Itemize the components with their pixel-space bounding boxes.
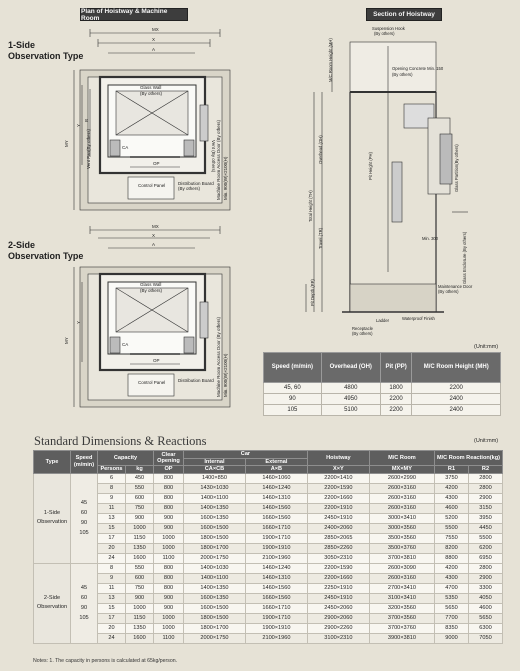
- table-cell: 2250×1910: [307, 583, 369, 593]
- table-cell: 2100×1960: [245, 553, 307, 563]
- table-cell: 600: [126, 493, 154, 503]
- table-cell: 2700×3410: [369, 583, 434, 593]
- table-cell: 2900×2060: [307, 613, 369, 623]
- table-cell: 24: [98, 553, 126, 563]
- speed-table-h-overhead: Overhead (OH): [321, 353, 380, 383]
- table-cell: 2600×3160: [369, 573, 434, 583]
- table-cell: 1460×1240: [245, 563, 307, 573]
- std-header-row-3: [34, 466, 503, 474]
- table-row: [34, 513, 503, 523]
- table-row: [34, 533, 503, 543]
- table-cell: 1100: [154, 633, 184, 643]
- table-cell: 3100×2310: [307, 633, 369, 643]
- section-glass-partition: Glass Partition(By others): [454, 144, 459, 192]
- std-table-unit: (Unit:mm): [474, 438, 499, 444]
- table-cell: 1460×1560: [245, 503, 307, 513]
- plan-header: Plan of Hoistway & Machine Room: [80, 8, 188, 21]
- table-cell: 2400×2060: [307, 523, 369, 533]
- table-cell: 3000×3410: [369, 513, 434, 523]
- table-cell: 1900×1910: [245, 543, 307, 553]
- table-row: [34, 603, 503, 613]
- std-h-r2: R2: [469, 466, 503, 474]
- table-cell: 1660×1710: [245, 603, 307, 613]
- std-h-mc-room: M/C Room: [369, 451, 434, 466]
- table-cell: 5650: [435, 603, 469, 613]
- table-row: [34, 483, 503, 493]
- std-speed-value: 45: [80, 585, 88, 591]
- table-cell: 11: [98, 503, 126, 513]
- std-h-x-y: X×Y: [307, 466, 369, 474]
- table-cell: 1000: [126, 523, 154, 533]
- section-by-others: (By others): [352, 331, 373, 336]
- table-cell: 3700×3760: [369, 623, 434, 633]
- std-speed-value: 60: [80, 510, 88, 516]
- table-cell: 800: [154, 583, 184, 593]
- std-type-cell: 2-Side Observation: [34, 563, 71, 643]
- table-row: [34, 633, 503, 643]
- table-cell: 4450: [469, 523, 503, 533]
- plan2-y: Y: [76, 320, 81, 324]
- speed-table-cell: 5100: [321, 405, 380, 416]
- plan1-by-others: (By others): [140, 91, 163, 96]
- table-cell: 900: [126, 513, 154, 523]
- std-h-car: Car: [184, 451, 308, 459]
- table-cell: 2200×1660: [307, 493, 369, 503]
- std-h-hoistway: Hoistway: [307, 451, 369, 466]
- std-speed-value: 105: [79, 615, 89, 621]
- section-total-height: Total Height (TH): [308, 190, 313, 222]
- table-cell: 2900×2260: [307, 623, 369, 633]
- speed-table-h-speed: Speed (m/min): [264, 353, 322, 383]
- table-cell: 6200: [469, 543, 503, 553]
- table-cell: 900: [154, 523, 184, 533]
- table-cell: 1000: [126, 603, 154, 613]
- speed-table-cell: 2400: [412, 394, 501, 405]
- std-h-kg: kg: [126, 466, 154, 474]
- table-cell: 1400×1350: [184, 583, 246, 593]
- std-table-title: Standard Dimensions & Reactions: [34, 434, 207, 448]
- table-cell: 1660×1560: [245, 513, 307, 523]
- table-cell: 1460×1310: [245, 573, 307, 583]
- section-overhead: Overhead (OH): [318, 135, 323, 164]
- speed-table-cell: 90: [264, 394, 322, 405]
- table-cell: 1400×1030: [184, 563, 246, 573]
- table-cell: 1800×1700: [184, 623, 246, 633]
- table-cell: 600: [126, 573, 154, 583]
- table-cell: 2000×1750: [184, 633, 246, 643]
- table-cell: 4700: [435, 583, 469, 593]
- table-row: [34, 613, 503, 623]
- table-cell: 9: [98, 493, 126, 503]
- table-cell: 7050: [469, 633, 503, 643]
- table-cell: 3500×3760: [369, 543, 434, 553]
- table-cell: 17: [98, 533, 126, 543]
- table-cell: 1150: [126, 533, 154, 543]
- plan2-glass-wall: Glass Wall: [140, 282, 162, 287]
- table-cell: 2600×3160: [369, 483, 434, 493]
- table-cell: 1600: [126, 633, 154, 643]
- speed-table-row: [264, 405, 501, 416]
- plan1-x: X: [152, 37, 156, 42]
- table-cell: 1150: [126, 613, 154, 623]
- std-speed-cell: [71, 563, 98, 643]
- plan1-b: B: [84, 118, 89, 122]
- section-waterproof: Waterproof Finish: [402, 316, 435, 321]
- table-cell: 2600×2990: [369, 473, 434, 483]
- table-cell: 750: [126, 583, 154, 593]
- section-pit-depth: Pit Depth (PP): [310, 279, 315, 306]
- section-suspension-hook: Suspension Hook: [372, 26, 405, 31]
- plan1-mach-access: Machine Room Access Door (By others): [216, 119, 221, 200]
- std-h-persons: Persons: [98, 466, 126, 474]
- section-maintenance-sub: (By others): [438, 289, 459, 294]
- table-row: [34, 623, 503, 633]
- table-cell: 1600×1350: [184, 513, 246, 523]
- table-cell: 1660×1710: [245, 523, 307, 533]
- std-h-type: Type: [34, 451, 71, 474]
- table-cell: 1350: [126, 623, 154, 633]
- table-cell: 2850×2065: [307, 533, 369, 543]
- speed-table-cell: 4950: [321, 394, 380, 405]
- table-cell: 1800×1500: [184, 613, 246, 623]
- table-cell: 4300: [435, 573, 469, 583]
- plan1-mach-access-size: Min. 900(W)×2100(H): [223, 156, 228, 200]
- table-cell: 900: [154, 603, 184, 613]
- plan1-distribution-board: Distribution Board: [178, 181, 214, 186]
- table-cell: 900: [154, 593, 184, 603]
- plan1-vent-fan2: Vent (By others): [211, 140, 216, 173]
- table-cell: 7550: [435, 533, 469, 543]
- table-row: [34, 473, 503, 483]
- std-table: [33, 450, 503, 644]
- std-header-row-1: [34, 451, 503, 459]
- table-cell: 750: [126, 503, 154, 513]
- table-cell: 800: [154, 503, 184, 513]
- section-pit-height: Pit Height (PH): [368, 152, 373, 180]
- plan2-mx: MX: [152, 224, 159, 229]
- table-cell: 3150: [469, 503, 503, 513]
- table-cell: 1100: [154, 553, 184, 563]
- table-cell: 800: [154, 483, 184, 493]
- side1-line2: Observation Type: [8, 51, 84, 61]
- table-cell: 5350: [435, 593, 469, 603]
- table-cell: 2900: [469, 493, 503, 503]
- section-min300: Min. 300: [422, 236, 439, 241]
- table-row: [34, 523, 503, 533]
- std-speed-cell: [71, 473, 98, 563]
- table-cell: 3500×3560: [369, 533, 434, 543]
- plan2-by-others: (By others): [140, 288, 163, 293]
- table-cell: 2450×1910: [307, 593, 369, 603]
- table-cell: 20: [98, 543, 126, 553]
- table-cell: 1460×1060: [245, 473, 307, 483]
- table-cell: 1600: [126, 553, 154, 563]
- table-cell: 1660×1560: [245, 593, 307, 603]
- table-cell: 2450×2060: [307, 603, 369, 613]
- table-cell: 4600: [435, 503, 469, 513]
- section-opening: Opening Concrete Min. 150: [392, 66, 444, 71]
- table-cell: 7700: [435, 613, 469, 623]
- std-notes: Notes: 1. The capacity in persons is calculated at 65kg/person.: [33, 658, 178, 664]
- table-cell: 2600×3090: [369, 563, 434, 573]
- table-cell: 2800: [469, 563, 503, 573]
- table-cell: 1800×1700: [184, 543, 246, 553]
- table-cell: 1800×1500: [184, 533, 246, 543]
- section-header: Section of Hoistway: [366, 8, 442, 21]
- table-cell: 2200×1910: [307, 503, 369, 513]
- speed-table-cell: 2200: [380, 405, 412, 416]
- std-h-mx-my: MX×MY: [369, 466, 434, 474]
- std-speed-value: 45: [80, 500, 88, 506]
- std-h-capacity: Capacity: [98, 451, 154, 466]
- table-cell: 8: [98, 563, 126, 573]
- table-cell: 800: [154, 493, 184, 503]
- speed-table-h-pit: Pit (PP): [380, 353, 412, 383]
- table-cell: 20: [98, 623, 126, 633]
- table-cell: 11: [98, 583, 126, 593]
- plan1-my: MY: [64, 140, 69, 147]
- section-opening-sub: (By others): [392, 72, 413, 77]
- table-cell: 800: [154, 563, 184, 573]
- plan1-vent-fan: Vent Fan(By others): [86, 128, 91, 169]
- speed-table-cell: 2200: [412, 383, 501, 394]
- table-cell: 4600: [469, 603, 503, 613]
- table-cell: 15: [98, 603, 126, 613]
- std-h-internal: Internal: [184, 458, 246, 466]
- table-cell: 1600×1500: [184, 603, 246, 613]
- speed-table-header-row: [264, 353, 501, 383]
- table-cell: 13: [98, 513, 126, 523]
- table-cell: 6950: [469, 553, 503, 563]
- table-cell: 2600×3160: [369, 493, 434, 503]
- table-cell: 5200: [435, 513, 469, 523]
- table-cell: 2850×2260: [307, 543, 369, 553]
- side1-line1: 1-Side: [8, 40, 36, 50]
- table-cell: 1430×1030: [184, 483, 246, 493]
- table-cell: 3900×3810: [369, 633, 434, 643]
- plan2-op: OP: [153, 358, 160, 363]
- table-cell: 5650: [469, 613, 503, 623]
- table-cell: 1000: [154, 533, 184, 543]
- table-cell: 2900: [469, 573, 503, 583]
- std-h-external: External: [245, 458, 307, 466]
- table-cell: 1600×1350: [184, 593, 246, 603]
- table-cell: 2800: [469, 473, 503, 483]
- plan2-my: MY: [64, 337, 69, 344]
- table-cell: 24: [98, 633, 126, 643]
- plan1-mx: MX: [152, 27, 159, 32]
- table-cell: 1460×1240: [245, 483, 307, 493]
- plan1-y: Y: [76, 123, 81, 127]
- table-cell: 3300: [469, 583, 503, 593]
- table-cell: 1400×850: [184, 473, 246, 483]
- section-maintenance-door: Maintenance Door: [438, 284, 473, 289]
- table-cell: 1600×1500: [184, 523, 246, 533]
- table-row: [34, 593, 503, 603]
- std-speed-value: 90: [80, 520, 88, 526]
- table-cell: 13: [98, 593, 126, 603]
- table-cell: 15: [98, 523, 126, 533]
- table-cell: 2100×1960: [245, 633, 307, 643]
- plan2-x: X: [152, 233, 156, 238]
- plan-drawing-1side: [60, 25, 260, 215]
- plan1-op: OP: [153, 161, 160, 166]
- table-cell: 1000: [154, 623, 184, 633]
- table-cell: 2800: [469, 483, 503, 493]
- table-cell: 800: [154, 573, 184, 583]
- plan1-distribution-sub: (By others): [178, 186, 201, 191]
- plan2-mach-access: Machine Room Access Door (By others): [216, 316, 221, 397]
- table-cell: 6300: [469, 623, 503, 633]
- table-cell: 800: [154, 473, 184, 483]
- section-suspension-sub: (By others): [374, 31, 395, 36]
- table-cell: 2200×1590: [307, 563, 369, 573]
- table-cell: 3200×3560: [369, 603, 434, 613]
- table-row: [34, 573, 503, 583]
- table-cell: 2450×1910: [307, 513, 369, 523]
- table-cell: 8: [98, 483, 126, 493]
- plan2-a: A: [152, 242, 156, 247]
- table-cell: 4200: [435, 483, 469, 493]
- table-cell: 900: [126, 593, 154, 603]
- table-cell: 8200: [435, 543, 469, 553]
- plan2-distribution-board: Distribution Board: [178, 378, 214, 383]
- table-cell: 2000×1750: [184, 553, 246, 563]
- speed-table-h-mh: M/C Room Height (MH): [412, 353, 501, 383]
- std-h-a-b: A×B: [245, 466, 307, 474]
- plan1-control-panel: Control Panel: [138, 183, 166, 188]
- speed-table-cell: 45, 60: [264, 383, 322, 394]
- table-cell: 550: [126, 483, 154, 493]
- table-cell: 3700×3560: [369, 613, 434, 623]
- std-speed-value: 105: [79, 530, 89, 536]
- table-cell: 4050: [469, 593, 503, 603]
- speed-table: [263, 352, 501, 416]
- table-cell: 2600×3160: [369, 503, 434, 513]
- std-h-r1: R1: [435, 466, 469, 474]
- speed-table-cell: 105: [264, 405, 322, 416]
- std-type-cell: 1-Side Observation: [34, 473, 71, 563]
- table-cell: 3050×2310: [307, 553, 369, 563]
- table-cell: 1400×1350: [184, 503, 246, 513]
- table-row: [34, 503, 503, 513]
- std-h-reaction: M/C Room Reaction(kg): [435, 451, 503, 466]
- table-row: [34, 543, 503, 553]
- table-cell: 1400×1100: [184, 573, 246, 583]
- section-drawing: [292, 22, 512, 344]
- speed-table-cell: 1800: [380, 383, 412, 394]
- table-cell: 2200×1660: [307, 573, 369, 583]
- speed-table-row: [264, 383, 501, 394]
- speed-table-unit: (Unit:mm): [474, 344, 499, 350]
- table-row: [34, 563, 503, 573]
- side2-line1: 2-Side: [8, 240, 36, 250]
- table-cell: 5500: [469, 533, 503, 543]
- table-cell: 1000: [154, 613, 184, 623]
- table-cell: 1460×1310: [245, 493, 307, 503]
- table-cell: 17: [98, 613, 126, 623]
- table-cell: 550: [126, 563, 154, 573]
- table-row: [34, 493, 503, 503]
- table-row: [34, 583, 503, 593]
- table-cell: 2200×1410: [307, 473, 369, 483]
- speed-table-cell: 4800: [321, 383, 380, 394]
- std-speed-value: 90: [80, 605, 88, 611]
- table-cell: 900: [154, 513, 184, 523]
- table-row: [34, 553, 503, 563]
- table-cell: 1350: [126, 543, 154, 553]
- table-cell: 1900×1910: [245, 623, 307, 633]
- section-glass-enclosure: Glass Enclosure (By others): [462, 231, 467, 284]
- table-cell: 5500: [435, 523, 469, 533]
- table-cell: 8800: [435, 553, 469, 563]
- table-cell: 3750: [435, 473, 469, 483]
- table-cell: 3700×3810: [369, 553, 434, 563]
- speed-table-cell: 2400: [412, 405, 501, 416]
- plan1-ca: CA: [122, 145, 129, 150]
- std-h-op: OP: [154, 466, 184, 474]
- table-cell: 1000: [154, 543, 184, 553]
- section-travel: Travel (TR): [318, 227, 323, 249]
- table-cell: 1400×1100: [184, 493, 246, 503]
- std-h-clear-opening: Clear Opening: [154, 451, 184, 466]
- table-cell: 3000×3560: [369, 523, 434, 533]
- table-cell: 4300: [435, 493, 469, 503]
- table-cell: 1900×1710: [245, 533, 307, 543]
- std-h-speed: Speed (m/min): [71, 451, 98, 474]
- table-cell: 9000: [435, 633, 469, 643]
- section-ladder: Ladder: [376, 318, 390, 323]
- table-cell: 9: [98, 573, 126, 583]
- table-cell: 1460×1560: [245, 583, 307, 593]
- table-cell: 6: [98, 473, 126, 483]
- table-cell: 4200: [435, 563, 469, 573]
- side2-line2: Observation Type: [8, 251, 84, 261]
- speed-table-row: [264, 394, 501, 405]
- plan1-glass-wall: Glass Wall: [140, 85, 162, 90]
- table-cell: 450: [126, 473, 154, 483]
- plan-drawing-2side: [60, 222, 260, 412]
- table-cell: 3100×3410: [369, 593, 434, 603]
- table-cell: 3950: [469, 513, 503, 523]
- plan2-control-panel: Control Panel: [138, 380, 166, 385]
- table-cell: 1900×1710: [245, 613, 307, 623]
- plan1-a: A: [152, 47, 156, 52]
- table-cell: 8350: [435, 623, 469, 633]
- plan2-ca: CA: [122, 342, 129, 347]
- plan2-mach-access-size: Min. 900(W)×2100(H): [223, 353, 228, 397]
- std-h-ca-cb: CA×CB: [184, 466, 246, 474]
- section-mh: M/C Room Height (MH): [328, 38, 333, 82]
- speed-table-cell: 2200: [380, 394, 412, 405]
- table-cell: 2200×1590: [307, 483, 369, 493]
- section-receptacle: Receptacle: [352, 326, 373, 331]
- std-speed-value: 60: [80, 595, 88, 601]
